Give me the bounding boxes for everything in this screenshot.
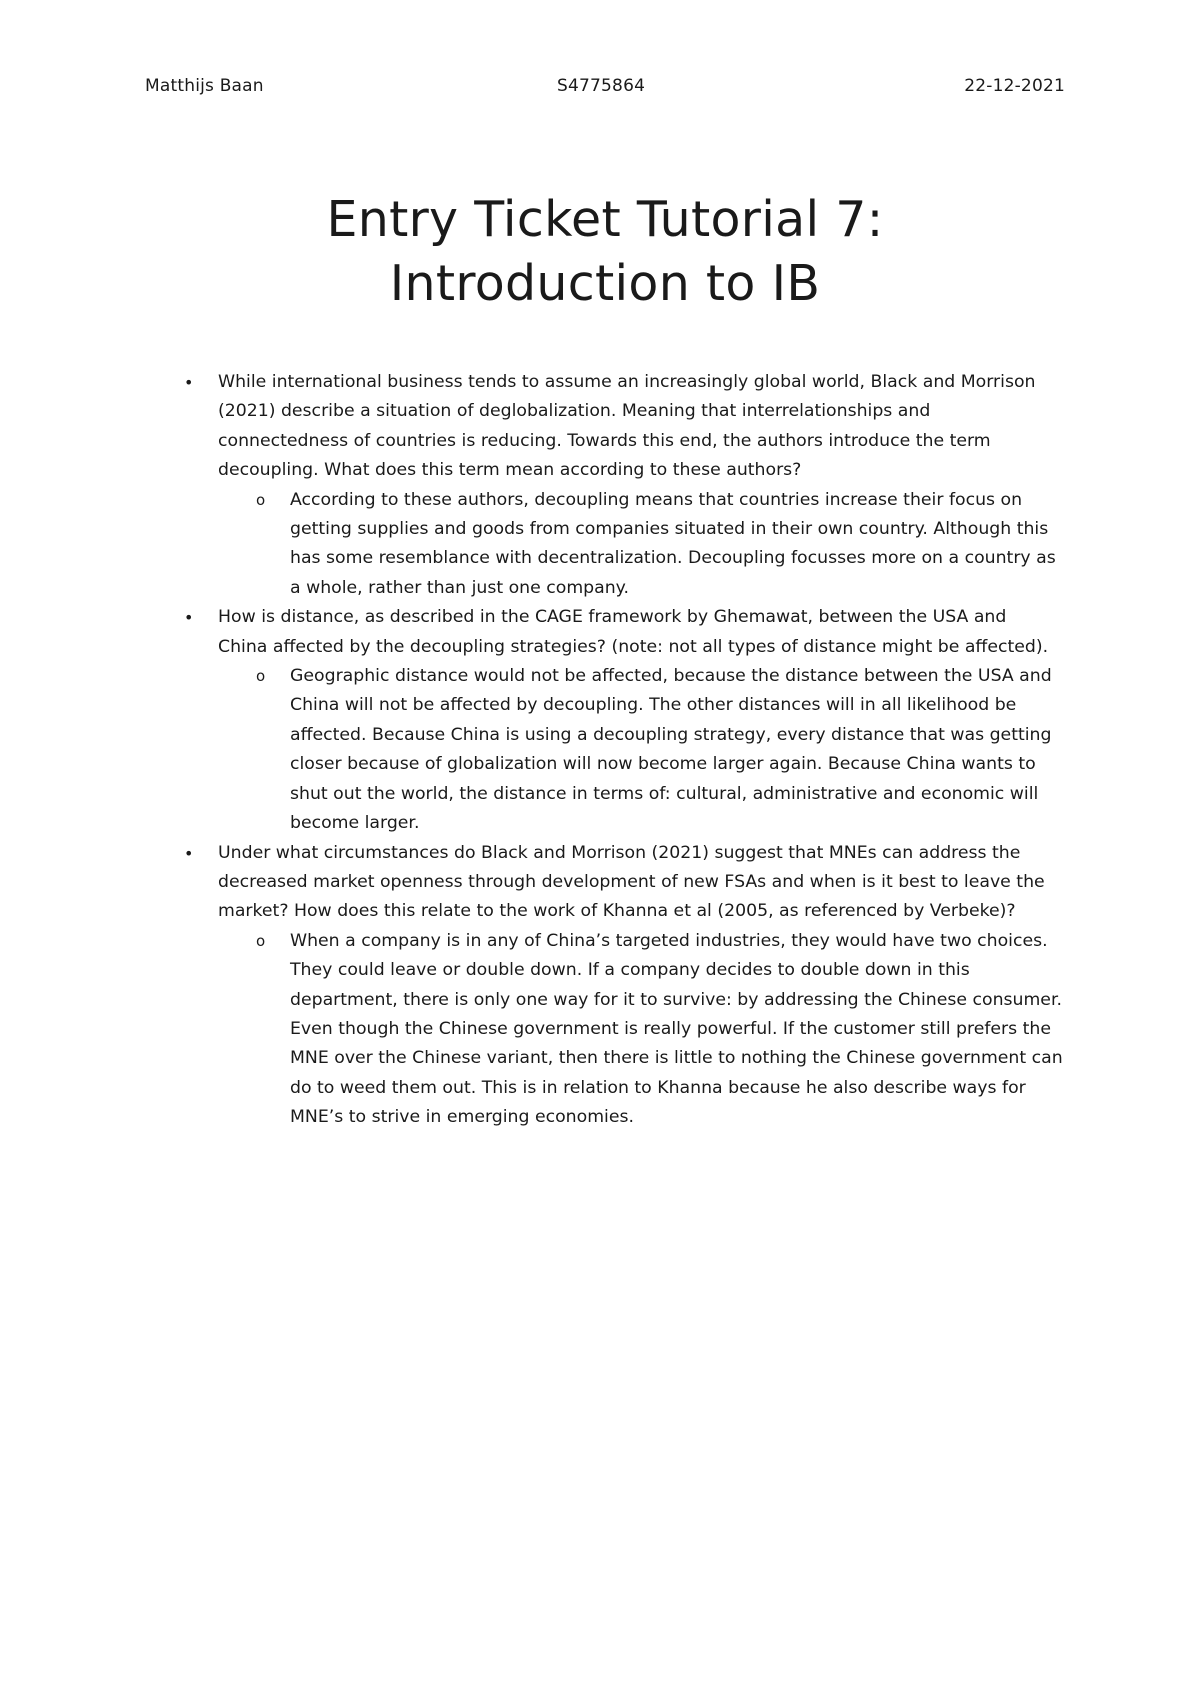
title-line-2: Introduction to IB [389,255,821,312]
answer-text: According to these authors, decoupling means that countries increase their focus on getting supplies and goods from companies situated in their own country. Although this has some resemblance with decentralization. Decoupling focusses more on a country as a whole, rather than just one company. [290,489,1056,598]
document-body [0,368,1200,1133]
bullet-dot: • [184,373,194,392]
header-author: Matthijs Baan [145,76,264,96]
question-text: How is distance, as described in the CAGE framework by Ghemawat, between the USA and China affected by the decoupling strategies? (note: not all types of distance might be affected). [218,607,1049,657]
sub-bullet-o: o [256,490,266,509]
page-header [145,76,1065,102]
document-title [145,188,1065,316]
sub-bullet-o: o [256,931,266,950]
header-student-id: S4775864 [557,76,646,96]
question-text: While international business tends to assume an increasingly global world, Black and Morrison (2021) describe a situation of deglobalization. Meaning that interrelationships and connectedness of countries is reducing. Towards this end, the authors introduce the term decoupling. What does this term mean according to these authors? [218,372,1036,481]
answer-item-3 [218,927,1068,1133]
bullet-dot: • [184,608,194,628]
header-date: 22-12-2021 [964,76,1065,96]
question-text: Under what circumstances do Black and Morrison (2021) suggest that MNEs can address the decreased market openness through development of new FSAs and when is it best to leave the market? How does this relate to the work of Khanna et al (2005, as referenced by Verbeke)? [218,842,1045,922]
answer-item-1 [218,486,1068,604]
question-item-1 [0,368,1056,603]
answer-text: When a company is in any of China’s targeted industries, they would have two choices. They could leave or double down. If a company decides to double down in this department, there is only one way for it to survive: by addressing the Chinese consumer. Even though the Chinese government is really powerful. If the customer still prefers the MNE over the Chinese variant, then there is little to nothing the Chinese government can do to weed them out. This is in relation to Khanna because he also describe ways for MNE’s to strive in emerging economies. [290,930,1063,1128]
question-list [0,368,1200,1133]
question-item-2 [0,603,1053,838]
answer-text: Geographic distance would not be affected, because the distance between the USA and China will not be affected by decoupling. The other distances will in all likelihood be affected. Because China is using a decoupling strategy, every distance that was getting closer because of globalization will now become larger again. Because China wants to shut out the world, the distance in terms of: cultural, administrative and economic will become larger. [290,666,1052,834]
sub-bullet-o: o [256,667,266,686]
bullet-dot: • [184,843,194,863]
title-line-1: Entry Ticket Tutorial 7: [326,191,884,248]
answer-item-2 [218,662,1068,838]
question-item-3 [0,839,1063,1133]
